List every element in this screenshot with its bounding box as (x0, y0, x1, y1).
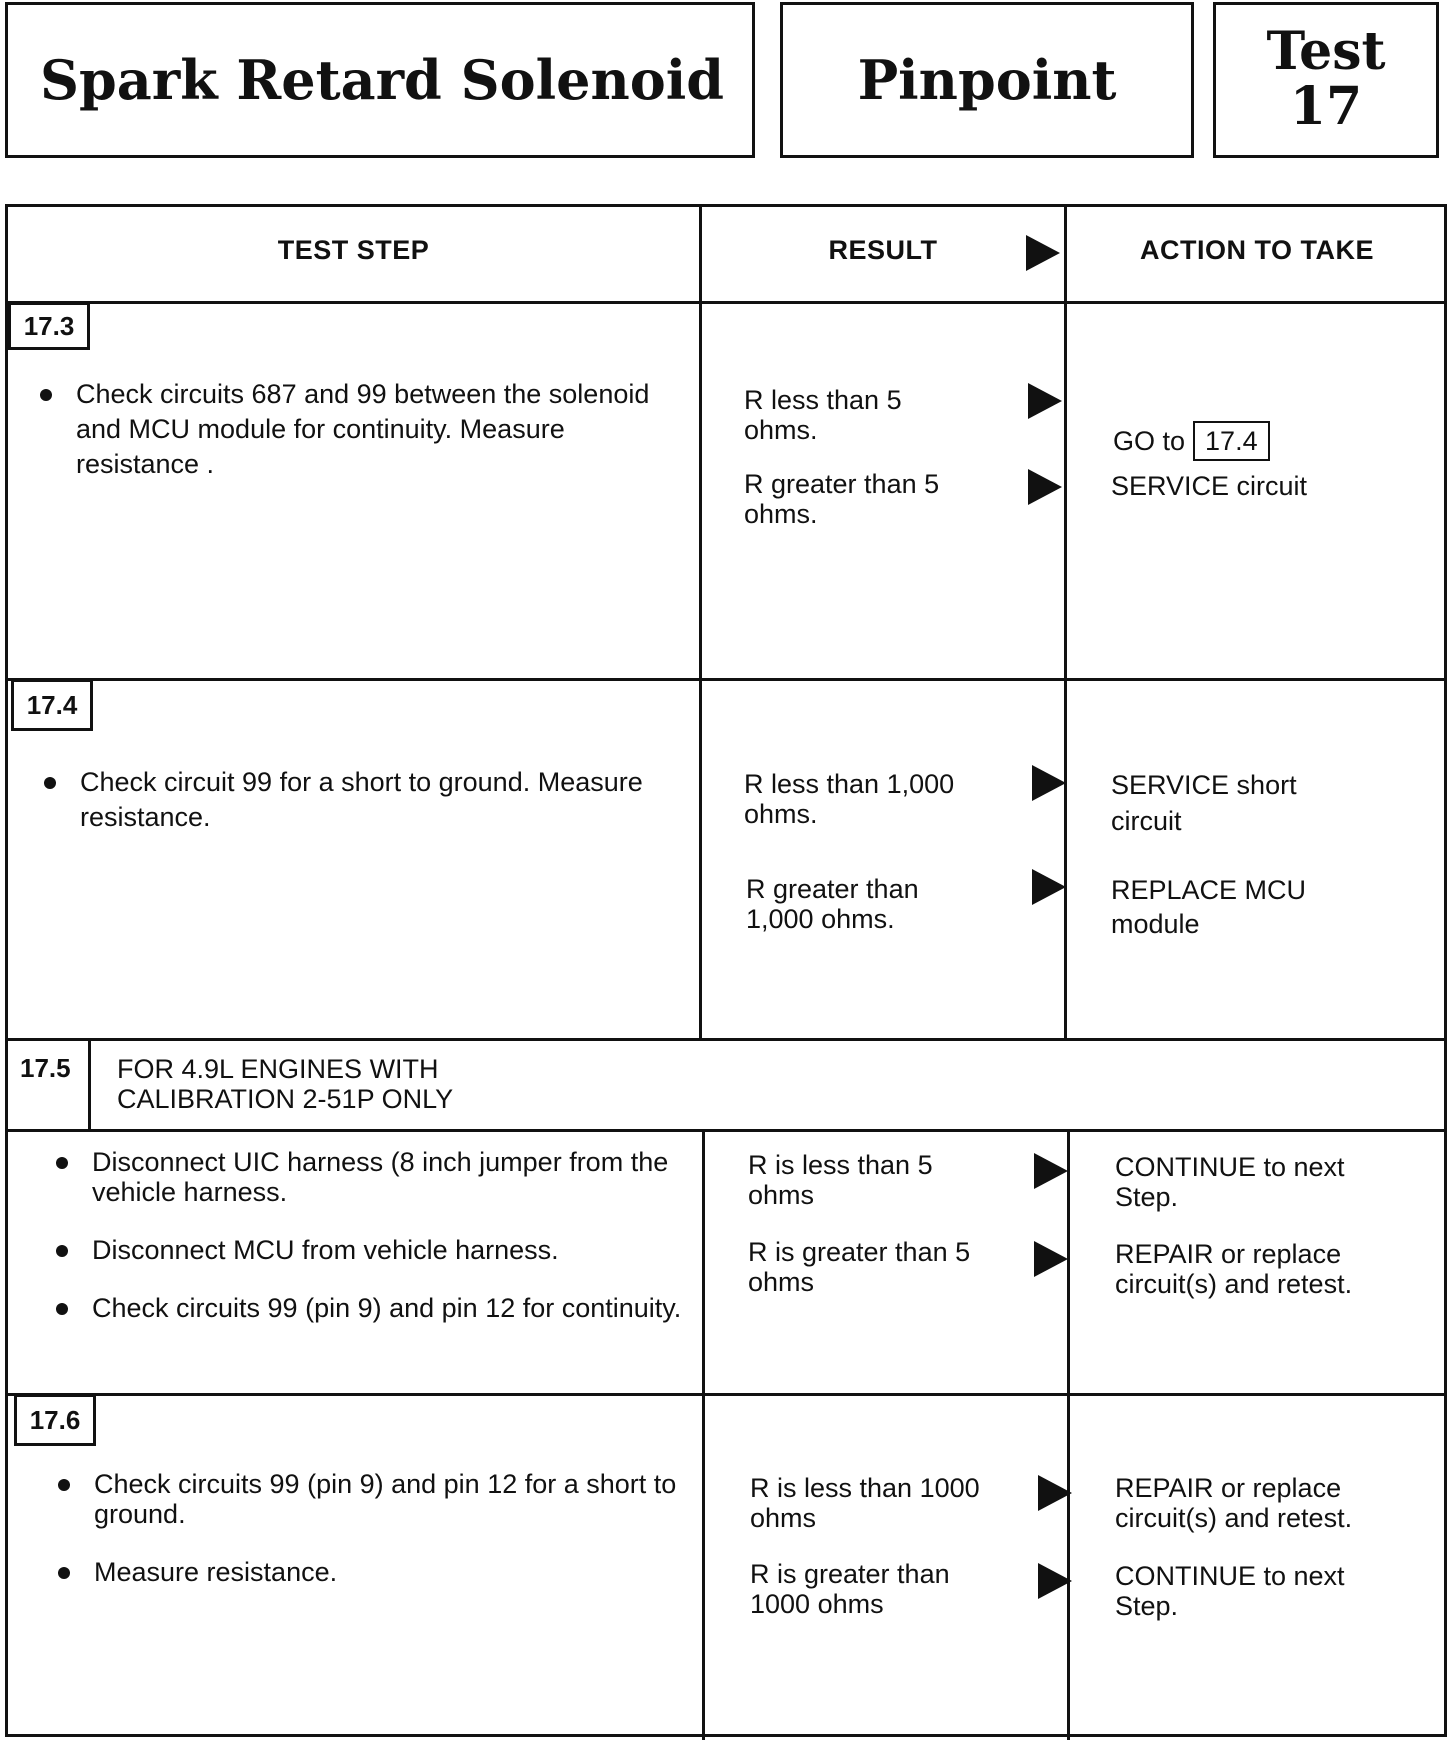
test-number-box (1213, 2, 1439, 158)
action-text: SERVICE short circuit (1111, 770, 1297, 836)
column-header-test-step: TEST STEP (277, 235, 430, 265)
result-text: R less than 5 ohms. (744, 385, 902, 445)
list-item: Check circuits 99 (pin 9) and pin 12 for a short to ground. (54, 1469, 684, 1529)
column-header-action: ACTION TO TAKE (1140, 235, 1374, 265)
bullet-icon (56, 1303, 68, 1315)
action-text: GO to 17.4 (1113, 381, 1433, 461)
list-item: Check circuit 99 for a short to ground. Measure resistance. (40, 765, 680, 835)
row-divider (8, 1393, 1444, 1396)
step-condition-banner: FOR 4.9L ENGINES WITH CALIBRATION 2-51P ONLY (117, 1054, 454, 1114)
result-text: R is less than 1000 ohms (750, 1473, 980, 1533)
bullet-icon (58, 1479, 70, 1491)
step-number-divider (88, 1038, 91, 1129)
test-number: 17 (1289, 76, 1363, 137)
category-label (780, 2, 1194, 158)
step-number: 17.5 (20, 1053, 71, 1083)
bullet-icon (44, 777, 56, 789)
row-divider (8, 1129, 1444, 1132)
action-text: REPAIR or replace circuit(s) and retest. (1115, 1473, 1353, 1533)
step-instructions (52, 1147, 682, 1345)
row-divider (8, 1038, 1444, 1041)
bullet-icon (58, 1567, 70, 1579)
bullet-icon (56, 1245, 68, 1257)
arrow-icon (1034, 1241, 1068, 1277)
list-item: Disconnect MCU from vehicle harness. (52, 1235, 682, 1265)
column-divider (699, 207, 702, 1038)
arrow-icon (1038, 1475, 1072, 1511)
result-text: R greater than 1,000 ohms. (746, 874, 919, 934)
action-text: REPAIR or replace circuit(s) and retest. (1115, 1239, 1353, 1299)
step-number: 17.4 (11, 679, 93, 731)
title-text: Spark Retard Solenoid (40, 47, 725, 112)
action-text: CONTINUE to next Step. (1115, 1152, 1345, 1212)
column-divider (1067, 1129, 1070, 1740)
row-divider (8, 678, 1444, 681)
result-text: R is less than 5 ohms (748, 1150, 933, 1210)
step-number: 17.3 (8, 302, 90, 350)
column-divider (1064, 207, 1067, 1038)
step-number: 17.6 (14, 1394, 96, 1446)
list-item: Check circuits 99 (pin 9) and pin 12 for continuity. (52, 1293, 682, 1323)
step-instructions (54, 1469, 684, 1609)
category-text: Pinpoint (857, 47, 1117, 112)
result-text: R is greater than 5 ohms (748, 1237, 971, 1297)
header-divider (8, 301, 1444, 304)
page-title (5, 2, 755, 158)
arrow-icon (1028, 469, 1062, 505)
bullet-icon (56, 1157, 68, 1169)
column-divider (702, 1129, 705, 1740)
arrow-icon (1026, 235, 1060, 271)
result-text: R greater than 5 ohms. (744, 469, 940, 529)
result-text: R is greater than 1000 ohms (750, 1559, 950, 1619)
list-item: Measure resistance. (54, 1557, 684, 1587)
arrow-icon (1032, 869, 1066, 905)
arrow-icon (1038, 1563, 1072, 1599)
step-ref-box: 17.4 (1193, 421, 1270, 461)
action-text: SERVICE circuit (1111, 471, 1308, 501)
column-header-result: RESULT (828, 235, 938, 265)
arrow-icon (1028, 383, 1062, 419)
list-item: Check circuits 687 and 99 between the solenoid and MCU module for continuity. Measure resistance . (36, 377, 676, 482)
list-item: Disconnect UIC harness (8 inch jumper from the vehicle harness. (52, 1147, 682, 1207)
bullet-icon (40, 389, 52, 401)
step-instructions (36, 377, 676, 504)
action-text: CONTINUE to next Step. (1115, 1561, 1345, 1621)
action-text: REPLACE MCU module (1111, 875, 1307, 939)
test-label: Test (1266, 21, 1386, 83)
arrow-icon (1034, 1153, 1068, 1189)
arrow-icon (1032, 765, 1066, 801)
step-instructions (40, 765, 680, 857)
result-text: R less than 1,000 ohms. (744, 769, 955, 829)
test-table (5, 204, 1447, 1737)
